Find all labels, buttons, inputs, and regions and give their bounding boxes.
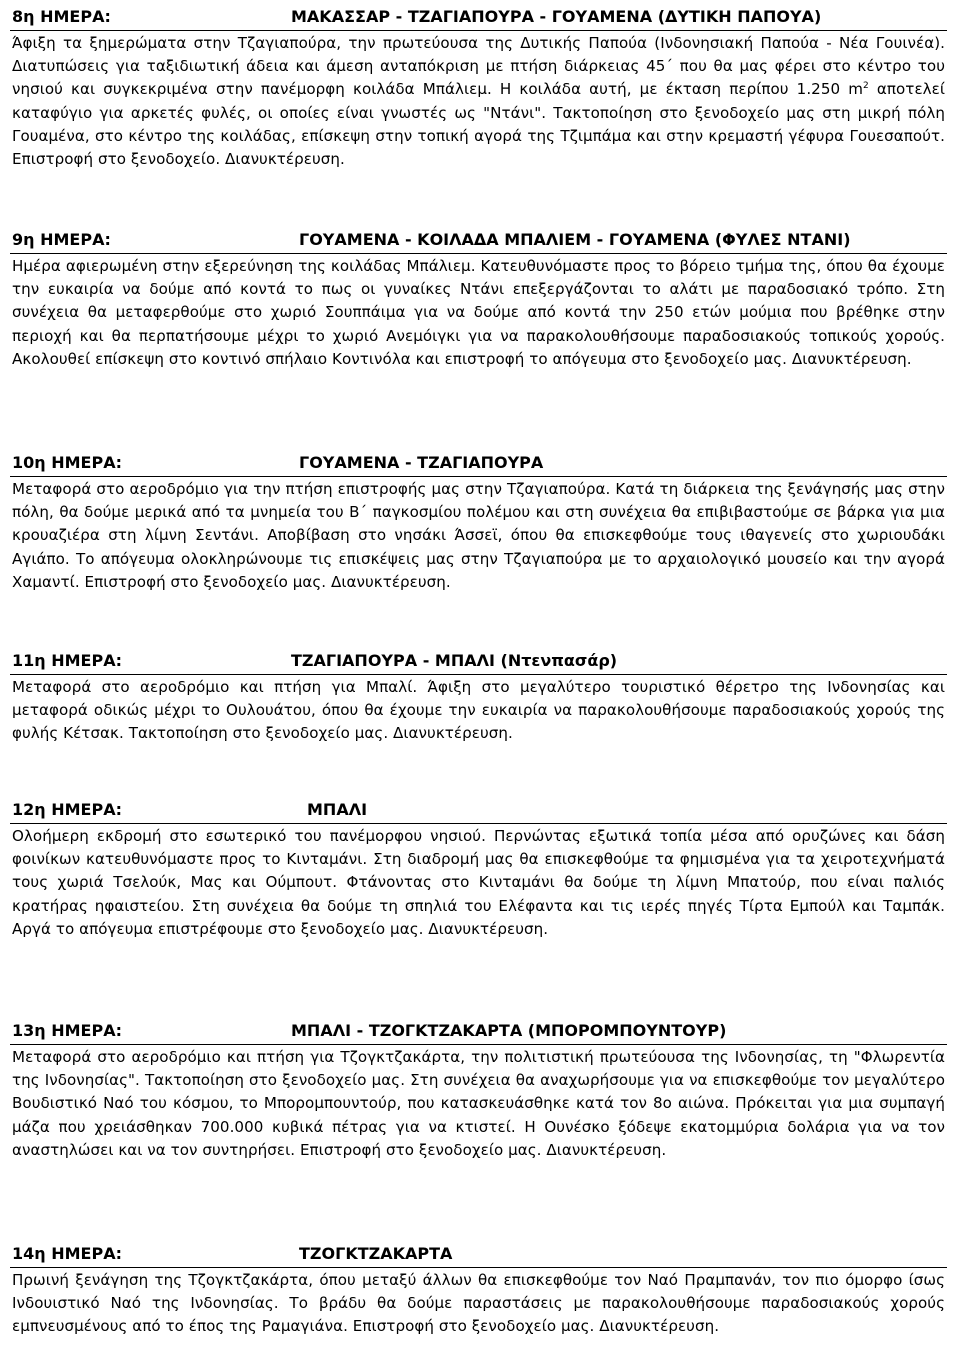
day-12-text: Ολοήμερη εκδρομή στο εσωτερικό του πανέμορφου νησιού. Περνώντας εξωτικά τοπία μέσα από ορυζώνες και δάση φοινίκων κατευθυνόμαστε προς το Κινταμάνι. Στη διαδρομή μας θα επισκεφθούμε τα φημισμένα για τα χειροτεχνήματά τους χωριά Τσελούκ, Μας και Ούμπουτ. Φτάνοντας στο Κινταμάνι θα δούμε τη λίμνη Μπατούρ, που είναι παλιός κρατήρας ηφαιστείου. Στη συνέχεια θα δούμε τη σπηλιά του Ελέφαντα και τις ιερές πηγές Τίρτα Εμπούλ και Ταμπάκ. Αργά το απόγευμα επιστρέφουμε στο ξενοδοχείο μας. Διανυκτέρευση.	[12, 827, 945, 938]
day-8-label: 8η ΗΜΕΡΑ:	[12, 7, 111, 26]
day-11-header	[10, 648, 947, 675]
day-13-title: ΜΠΑΛΙ - ΤΖΟΓΚΤΖΑΚΑΡΤΑ (ΜΠΟΡΟΜΠΟΥΝΤΟΥΡ)	[291, 1021, 727, 1040]
day-10-header	[10, 450, 947, 477]
day-11-label: 11η ΗΜΕΡΑ:	[12, 651, 122, 670]
day-13-label: 13η ΗΜΕΡΑ:	[12, 1021, 122, 1040]
day-10-text: Μεταφορά στο αεροδρόμιο για την πτήση επιστροφής μας στην Τζαγιαπούρα. Κατά τη διάρκεια της ξενάγησής μας στην πόλη, θα δούμε μερικά από τα μνημεία του Β΄ παγκοσμίου πολέμου και στη συνέχεια θα επιβιβαστούμε σε βάρκα για μια κρουαζιέρα στη λίμνη Σεντάνι. Αποβίβαση στο νησάκι Άσσεϊ, όπου θα επισκεφθούμε τους ιθαγενείς στο χωριουδάκι Αγιάπο. Το απόγευμα ολοκληρώνουμε τις επισκέψεις μας στην Τζαγιαπούρα με το αρχαιολογικό μουσείο και την αγορά Χαμαντί. Επιστροφή στο ξενοδοχείο μας. Διανυκτέρευση.	[12, 480, 945, 591]
day-12-title: ΜΠΑΛΙ	[307, 800, 368, 819]
day-10-title: ΓΟΥΑΜΕΝΑ - ΤΖΑΓΙΑΠΟΥΡΑ	[299, 453, 544, 472]
day-9-label: 9η ΗΜΕΡΑ:	[12, 230, 111, 249]
day-11-text: Μεταφορά στο αεροδρόμιο και πτήση για Μπαλί. Άφιξη στο μεγαλύτερο τουριστικό θέρετρο της Ινδονησίας και μεταφορά οδικώς μέχρι το Ουλουάτου, όπου θα έχουμε την ευκαιρία να παρακολουθήσουμε παραδοσιακούς χορούς της φυλής Κέτσακ. Τακτοποίηση στο ξενοδοχείο μας. Διανυκτέρευση.	[12, 678, 945, 743]
day-12-header	[10, 797, 947, 824]
day-9-header	[10, 227, 947, 254]
day-14-header	[10, 1241, 947, 1268]
day-14-text: Πρωινή ξενάγηση της Τζογκτζακάρτα, όπου μεταξύ άλλων θα επισκεφθούμε τον Ναό Πραμπανάν, τον πιο όμορφο ίσως Ινδουιστικό Ναό της Ινδονησίας. Το βράδυ θα δούμε παραστάσεις με παρακολουθήσουμε παραδοσιακούς χορούς εμπνευσμένους από το έπος της Ραμαγιάνα. Επιστροφή στο ξενοδοχείο μας. Διανυκτέρευση.	[12, 1271, 945, 1336]
day-14-title: ΤΖΟΓΚΤΖΑΚΑΡΤΑ	[299, 1244, 453, 1263]
day-9-section	[10, 227, 947, 371]
day-8-text-part2: αποτελεί καταφύγιο για αρκετές φυλές, οι οποίες είναι γνωστές ως "Ντάνι". Τακτοποίηση στο ξενοδοχείο μας στη μικρή πόλη Γουαμένα, στο κέντρο της κοιλάδας, επίσκεψη στην τοπική αγορά της Τζιμπάμα και στην κρεμαστή γέφυρα Γουεσαπούτ. Επιστροφή στο ξενοδοχείο. Διανυκτέρευση.	[12, 80, 945, 169]
day-8-title: ΜΑΚΑΣΣΑΡ - ΤΖΑΓΙΑΠΟΥΡΑ - ΓΟΥΑΜΕΝΑ (ΔΥΤΙΚΗ ΠΑΠΟΥΑ)	[291, 7, 822, 26]
day-10-label: 10η ΗΜΕΡΑ:	[12, 453, 122, 472]
day-9-title: ΓΟΥΑΜΕΝΑ - ΚΟΙΛΑΔΑ ΜΠΑΛΙΕΜ - ΓΟΥΑΜΕΝΑ (ΦΥΛΕΣ ΝΤΑΝΙ)	[299, 230, 851, 249]
day-13-text: Μεταφορά στο αεροδρόμιο και πτήση για Τζογκτζακάρτα, την πολιτιστική πρωτεύουσα της Ινδονησίας, τη "Φλωρεντία της Ινδονησίας". Τακτοποίηση στο ξενοδοχείο μας. Στη συνέχεια θα αναχωρήσουμε για να επισκεφθούμε τον μεγαλύτερο Βουδιστικό Ναό του κόσμου, το Μπορομπουντούρ, που κατασκευάσθηκε κατά τον 8ο αιώνα. Πρόκειται για μια συμπαγή μάζα που χρειάσθηκαν 700.000 κυβικά πέτρας για να κτιστεί. Η Ουνέσκο ξόδεψε εκατομμύρια δολάρια για να τον αναστηλώσει και να τον συντηρήσει. Επιστροφή στο ξενοδοχείο μας. Διανυκτέρευση.	[12, 1048, 945, 1159]
day-8-section	[10, 4, 947, 171]
day-13-section	[10, 1018, 947, 1162]
day-10-section	[10, 450, 947, 594]
day-8-header	[10, 4, 947, 31]
day-8-text-part1: Άφιξη τα ξημερώματα στην Τζαγιαπούρα, την πρωτεύουσα της Δυτικής Παπούα (Ινδονησιακή Παπούα - Νέα Γουινέα). Διατυπώσεις για ταξιδιωτική άδεια και άμεση ανταπόκριση με πτήση διάρκειας 45΄ που θα μας φέρει στο κέντρο του νησιού και συγκεκριμένα στην πανέμορφη κοιλάδα Μπάλιεμ. Η κοιλάδα αυτή, με έκταση περίπου 1.250 m	[12, 34, 945, 99]
day-11-title: ΤΖΑΓΙΑΠΟΥΡΑ - ΜΠΑΛΙ (Ντενπασάρ)	[291, 651, 618, 670]
day-14-section	[10, 1241, 947, 1339]
day-9-text: Ημέρα αφιερωμένη στην εξερεύνηση της κοιλάδας Μπάλιεμ. Κατευθυνόμαστε προς το βόρειο τμήμα της, όπου θα έχουμε την ευκαιρία να δούμε από κοντά το πως οι γυναίκες Ντάνι επεξεργάζονται το αλάτι με παραδοσιακό τρόπο. Στη συνέχεια θα μεταφερθούμε στο χωριό Σουππάιμα για να δούμε από κοντά την 250 ετών μούμια που βρέθηκε στην περιοχή και θα περπατήσουμε μέχρι το χωριό Ανεμόιγκι για να παρακολουθήσουμε παραδοσιακούς τοπικούς χορούς. Ακολουθεί επίσκεψη στο κοντινό σπήλαιο Κοντινόλα και επιστροφή το απόγευμα στο ξενοδοχείο μας. Διανυκτέρευση.	[12, 257, 945, 368]
day-14-label: 14η ΗΜΕΡΑ:	[12, 1244, 122, 1263]
day-13-header	[10, 1018, 947, 1045]
day-8-superscript: 2	[863, 81, 869, 92]
day-8-text	[10, 31, 947, 171]
day-11-section	[10, 648, 947, 746]
day-12-section	[10, 797, 947, 941]
day-12-label: 12η ΗΜΕΡΑ:	[12, 800, 122, 819]
